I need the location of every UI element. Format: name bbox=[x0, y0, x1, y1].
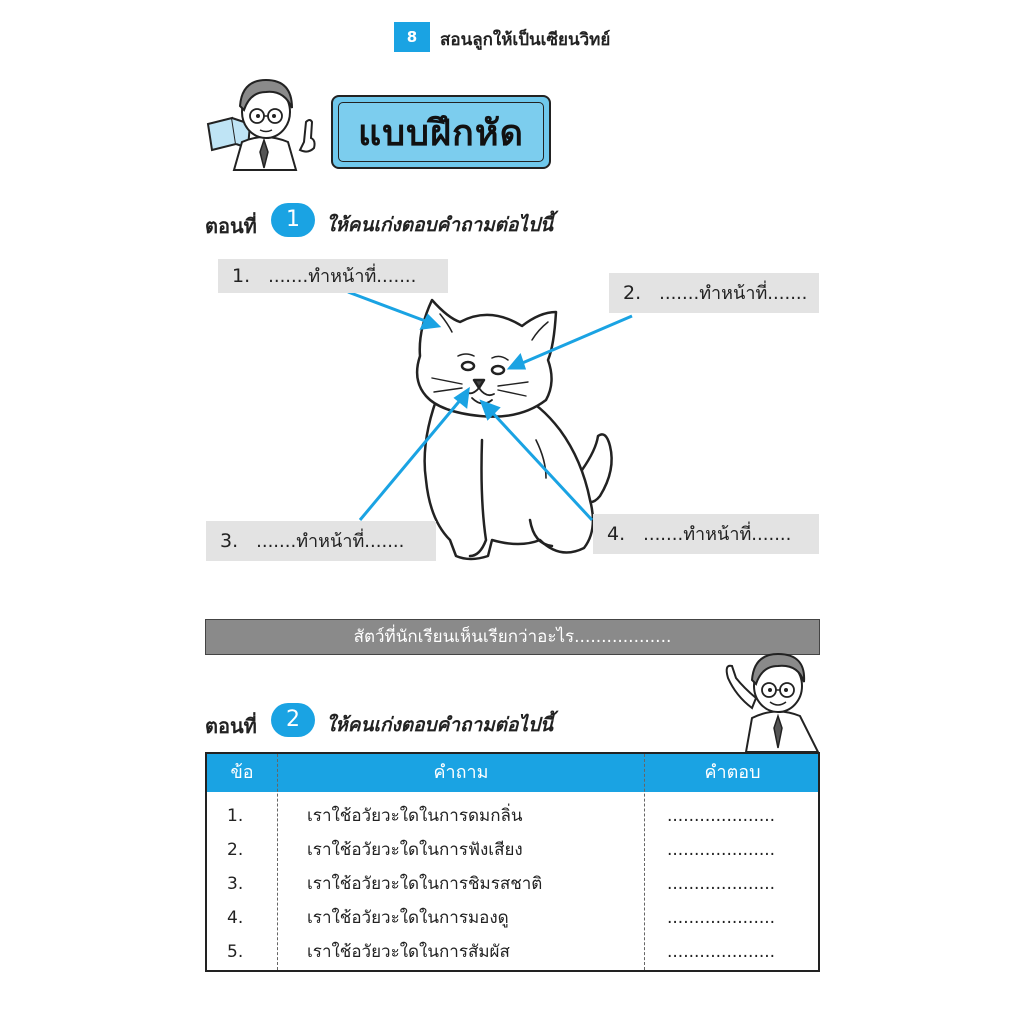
header-question: คำถาม bbox=[433, 762, 489, 783]
question-table bbox=[205, 752, 820, 972]
section2-instruction: ให้คนเก่งตอบคำถามต่อไปนี้ bbox=[326, 714, 554, 736]
header-no: ข้อ bbox=[230, 762, 254, 783]
row-number: 4. bbox=[227, 908, 244, 928]
row-answer: .................... bbox=[667, 806, 776, 826]
row-number: 2. bbox=[227, 840, 244, 860]
label-box-2 bbox=[609, 273, 819, 313]
row-question: เราใช้อวัยวะใดในการชิมรสชาติ bbox=[307, 874, 543, 894]
exercise-title: แบบฝึกหัด bbox=[358, 112, 524, 154]
label-1-text: .......ทำหน้าที่....... bbox=[268, 266, 417, 287]
label-box-1 bbox=[218, 259, 448, 293]
book-title: สอนลูกให้เป็นเซียนวิทย์ bbox=[440, 30, 611, 50]
label-box-4 bbox=[593, 514, 819, 554]
label-4-text: .......ทำหน้าที่....... bbox=[643, 524, 792, 545]
table-row bbox=[207, 833, 818, 867]
label-3-text: .......ทำหน้าที่....... bbox=[256, 531, 405, 552]
header-answer: คำตอบ bbox=[704, 762, 761, 783]
row-question: เราใช้อวัยวะใดในการดมกลิ่น bbox=[307, 806, 523, 826]
teacher-pointing-illustration bbox=[722, 648, 822, 752]
row-answer: .................... bbox=[667, 942, 776, 962]
label-2-number: 2. bbox=[623, 282, 642, 304]
label-box-3 bbox=[206, 521, 436, 561]
table-row bbox=[207, 901, 818, 935]
row-number: 1. bbox=[227, 806, 244, 826]
row-number: 3. bbox=[227, 874, 244, 894]
table-header bbox=[207, 754, 818, 792]
row-question: เราใช้อวัยวะใดในการมองดู bbox=[307, 908, 509, 928]
row-answer: .................... bbox=[667, 874, 776, 894]
page-number: 8 bbox=[394, 22, 430, 52]
section1-instruction: ให้คนเก่งตอบคำถามต่อไปนี้ bbox=[326, 214, 554, 236]
section2-number: 2 bbox=[271, 703, 315, 737]
row-question: เราใช้อวัยวะใดในการฟังเสียง bbox=[307, 840, 523, 860]
label-3-number: 3. bbox=[220, 530, 239, 552]
row-answer: .................... bbox=[667, 908, 776, 928]
label-1-number: 1. bbox=[232, 265, 251, 287]
table-row bbox=[207, 799, 818, 833]
row-question: เราใช้อวัยวะใดในการสัมผัส bbox=[307, 942, 510, 962]
table-row bbox=[207, 867, 818, 901]
label-4-number: 4. bbox=[607, 523, 626, 545]
row-number: 5. bbox=[227, 942, 244, 962]
section2-label: ตอนที่ bbox=[205, 714, 257, 738]
label-2-text: .......ทำหน้าที่....... bbox=[659, 283, 808, 304]
section1-label: ตอนที่ bbox=[205, 214, 257, 238]
section1-number: 1 bbox=[271, 203, 315, 237]
animal-name-question: สัตว์ที่นักเรียนเห็นเรียกว่าอะไร.................. bbox=[205, 619, 820, 655]
row-answer: .................... bbox=[667, 840, 776, 860]
table-row bbox=[207, 935, 818, 969]
